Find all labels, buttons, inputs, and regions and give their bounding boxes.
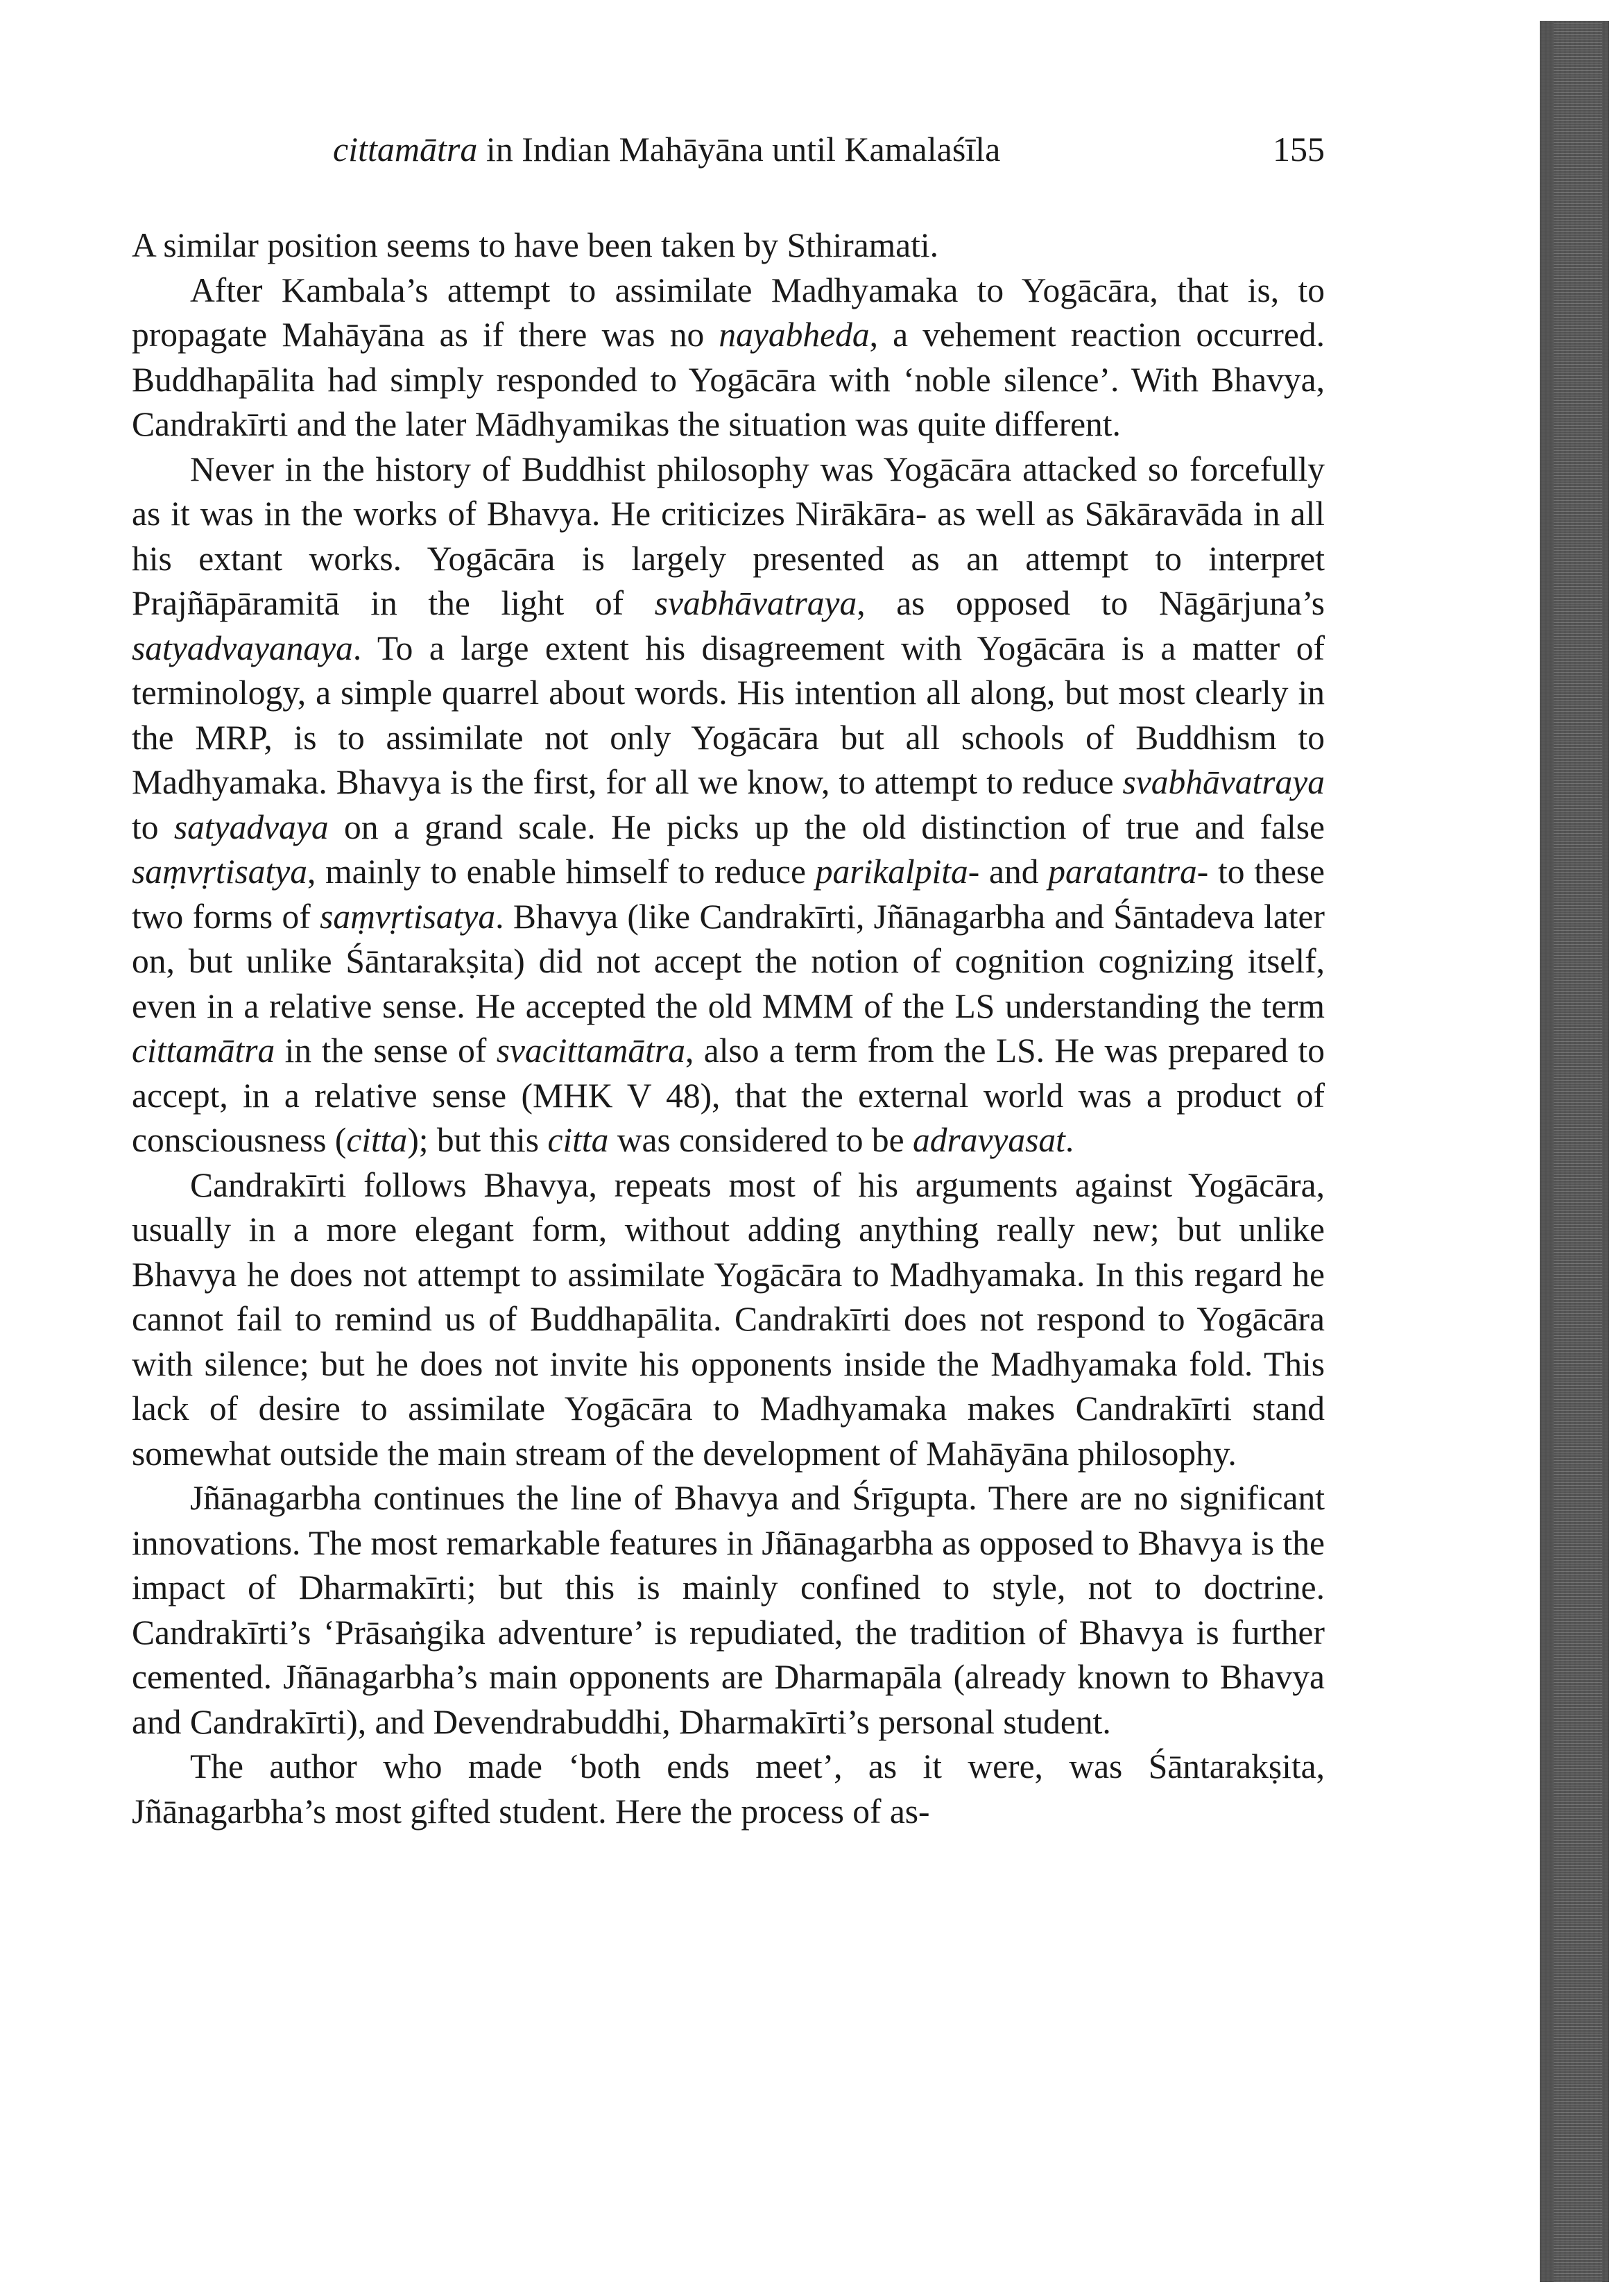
italic-term: saṃvṛtisatya — [132, 853, 307, 891]
paragraph — [132, 223, 1325, 268]
text-run: A similar position seems to have been taken by Sthiramati. — [132, 226, 939, 264]
text-run: Jñānagarbha continues the line of Bhavya and Śrīgupta. There are no significant innovations. The most remarkable features in Jñānagarbha as opposed to Bhavya is the impact of Dharmakīrti; but this is mainly confined to style, not to doctrine. Candrakīrti’s ‘Prāsaṅgika adventure’ is repudiated, the tradition of Bhavya is further cemented. Jñānagarbha’s main opponents are Dharmapāla (already known to Bhavya and Candrakīrti), and Devendrabuddhi, Dharmakīrti’s personal student. — [132, 1479, 1325, 1741]
text-run: , mainly to enable himself to reduce — [307, 853, 816, 891]
running-header — [132, 121, 1325, 177]
text-run: was considered to be — [608, 1121, 913, 1159]
italic-term: cittamātra — [132, 1031, 275, 1070]
paragraph — [132, 1163, 1325, 1477]
text-run: . To a large extent his disagreement with Yogācāra is a matter of terminology, a simple quarrel about words. His intention all along, but most clearly in the MRP, is to assimilate not only Yogācāra but all schools of Buddhism to Madhyamaka. Bhavya is the first, for all we know, to attempt to reduce — [132, 628, 1325, 801]
text-run: , a vehement reaction occurred. Buddhapālita had simply responded to Yogācāra with ‘noble silence’. With Bhavya, Candrakīrti and the later Mādhyamikas the situation was quite different. — [132, 316, 1325, 443]
text-run: ); but this — [407, 1121, 548, 1159]
text-run: , also a term from the LS. He was prepared to accept, in a relative sense (MHK V 48), that the external world was a product of consciousness ( — [132, 1031, 1325, 1159]
italic-term: satyadvaya — [173, 807, 329, 846]
paragraph — [132, 1745, 1325, 1834]
text-run: - and — [968, 853, 1049, 891]
italic-term: adravyasat — [912, 1121, 1065, 1159]
scan-edge-shadow — [1540, 21, 1609, 2282]
italic-term: parikalpita — [815, 853, 968, 891]
italic-term: svacittamātra — [496, 1031, 685, 1070]
text-run: , as opposed to Nāgārjuna’s — [857, 584, 1325, 622]
italic-term: svabhāvatraya — [1122, 763, 1325, 801]
text-run: to — [132, 807, 174, 846]
text-run: . Bhavya (like Candrakīrti, Jñānagarbha and Śāntadeva later on, but unlike Śāntarakṣita) did not accept the notion of cognition cognizing itself, even in a relative sense. He accepted the old MMM of the LS understanding the term — [132, 897, 1325, 1025]
text-run: Candrakīrti follows Bhavya, repeats most of his arguments against Yogācāra, usually in a more elegant form, without adding anything really new; but unlike Bhavya he does not attempt to assimilate Yogācāra to Madhyamaka. In this regard he cannot fail to remind us of Buddhapālita. Candrakīrti does not respond to Yogācāra with silence; but he does not invite his opponents inside the Madhyamaka fold. This lack of desire to assimilate Yogācāra to Madhyamaka makes Candrakīrti stand somewhat outside the main stream of the development of Mahāyāna philosophy. — [132, 1165, 1325, 1473]
text-run: After Kambala’s attempt to assimilate Madhyamaka to Yogācāra, that is, to propagate Mahāyāna as if there was no — [132, 271, 1325, 354]
italic-term: svabhāvatraya — [654, 584, 857, 622]
italic-term: satyadvayanaya — [132, 628, 353, 667]
italic-term: citta — [346, 1121, 408, 1159]
paragraph — [132, 447, 1325, 1163]
page-number: 155 — [1273, 130, 1325, 169]
text-run: in the sense of — [275, 1031, 497, 1070]
running-title — [333, 121, 1000, 177]
text-run: on a grand scale. He picks up the old distinction of true and false — [328, 807, 1325, 846]
text-run: The author who made ‘both ends meet’, as it were, was Śāntarakṣita, Jñānagarbha’s most gifted student. Here the process of as- — [132, 1747, 1325, 1831]
text-run: . — [1065, 1121, 1074, 1159]
paragraph — [132, 1476, 1325, 1745]
body-text — [132, 223, 1325, 1834]
italic-term: nayabheda — [719, 316, 870, 354]
running-title-rest: in Indian Mahāyāna until Kamalaśīla — [477, 130, 1001, 169]
italic-term: citta — [547, 1121, 609, 1159]
italic-term: saṃvṛtisatya — [320, 897, 496, 936]
paragraph — [132, 268, 1325, 447]
italic-term: paratantra — [1048, 853, 1197, 891]
text-run: - to these two forms of — [132, 853, 1325, 936]
text-run: Never in the history of Buddhist philosophy was Yogācāra attacked so forcefully as it was in the works of Bhavya. He criticizes Nirākāra- as well as Sākāravāda in all his extant works. Yogācāra is largely presented as an attempt to interpret Prajñāpāramitā in the light of — [132, 449, 1325, 622]
running-title-italic: cittamātra — [333, 130, 478, 169]
